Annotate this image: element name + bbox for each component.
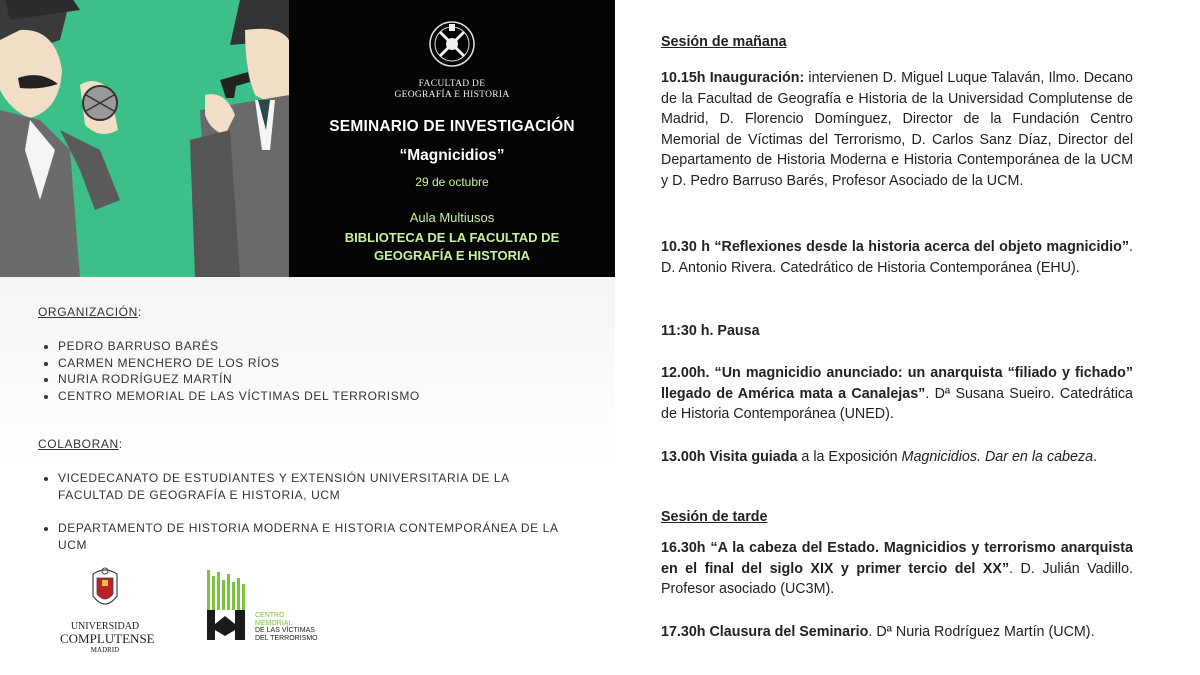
colaboran-list bbox=[38, 470, 578, 553]
colaboran-label: COLABORAN bbox=[38, 437, 119, 451]
memorial-line3: DE LAS VÍCTIMAS bbox=[255, 627, 315, 634]
memorial-line2: MEMORIAL bbox=[255, 619, 293, 627]
item-details: . D. Julián Vadillo. Profesor asociado (UC3M). bbox=[661, 560, 1133, 597]
program-item-pausa bbox=[661, 321, 1133, 342]
item-time-title: 16.30h “A la cabeza del Estado. Magnicidios y terrorismo anarquista en el final del siglo XIX y primer tercio del XX” bbox=[661, 540, 1133, 577]
program-item-visita bbox=[661, 447, 1133, 468]
list-item: • CARMEN MENCHERO DE LOS RÍOS bbox=[58, 355, 420, 372]
morning-session-heading: Sesión de mañana bbox=[661, 34, 787, 50]
seminar-room: Aula Multiusos bbox=[409, 210, 495, 225]
ucm-line2: COMPLUTENSE bbox=[60, 631, 155, 646]
colaboran-heading bbox=[38, 437, 123, 451]
ucm-logo bbox=[60, 566, 155, 655]
location-line2: GEOGRAFÍA E HISTORIA bbox=[373, 248, 530, 263]
organizacion-heading bbox=[38, 305, 142, 319]
memorial-bars-icon bbox=[205, 570, 253, 642]
organizacion-list bbox=[38, 338, 420, 404]
faculty-emblem-icon bbox=[424, 18, 480, 74]
item-time-title: 10.30 h “Reflexiones desde la historia acerca del objeto magnicidio” bbox=[661, 239, 1130, 255]
exhibition-title: Magnicidios. Dar en la cabeza bbox=[901, 449, 1094, 465]
ucm-line1: UNIVERSIDAD bbox=[70, 621, 140, 632]
memorial-name bbox=[255, 612, 318, 642]
faculty-name-line2: GEOGRAFÍA E HISTORIA bbox=[394, 90, 510, 100]
illustration bbox=[0, 0, 289, 277]
faculty-logo bbox=[289, 18, 615, 101]
memorial-line1: CENTRO bbox=[255, 612, 285, 619]
seminar-date: 29 de octubre bbox=[415, 175, 489, 189]
seminar-subtitle: “Magnicidios” bbox=[399, 147, 505, 164]
item-details: . Dª Susana Sueiro. Catedrática de Historia Contemporánea (UNED). bbox=[661, 385, 1133, 422]
list-item: • VICEDECANATO DE ESTUDIANTES Y EXTENSIÓN UNIVERSITARIA DE LA FACULTAD DE GEOGRAFÍA E HISTORIA, UCM bbox=[58, 470, 578, 503]
centro-memorial-logo bbox=[205, 570, 323, 642]
program-item-reflexiones bbox=[661, 237, 1133, 278]
organizacion-label: ORGANIZACIÓN bbox=[38, 305, 138, 319]
program-item-inauguracion bbox=[661, 68, 1133, 191]
item-details: . D. Antonio Rivera. Catedrático de Historia Contemporánea (EHU). bbox=[661, 239, 1133, 276]
program-item-canalejas bbox=[661, 363, 1133, 425]
seminar-banner bbox=[289, 0, 615, 277]
item-details: . Dª Nuria Rodríguez Martín (UCM). bbox=[868, 624, 1095, 640]
program-item-clausura bbox=[661, 622, 1133, 643]
program-item-cabeza-estado bbox=[661, 538, 1133, 600]
item-details: intervienen D. Miguel Luque Talaván, Ilmo. Decano de la Facultad de Geografía e Historia de la Universidad Complutense de Madrid, D. Florencio Domínguez, Director de la Fundación Centro Memorial de Víctimas del Terrorismo, D. Carlos Sanz Díaz, Director del Departamento de Historia Moderna e Historia Contemporánea de la UCM y D. Pedro Barruso Barés, Profesor Asociado de la UCM. bbox=[661, 70, 1133, 189]
colaboran-colon: : bbox=[118, 437, 123, 451]
location-line1: BIBLIOTECA DE LA FACULTAD DE bbox=[344, 230, 560, 245]
item-time-title: 13.00h Visita guiada bbox=[661, 449, 798, 465]
list-item: • DEPARTAMENTO DE HISTORIA MODERNA E HISTORIA CONTEMPORÁNEA DE LA UCM bbox=[58, 520, 578, 553]
item-time-title: 12.00h. “Un magnicidio anunciado: un anarquista “filiado y fichado” llegado de América mata a Canalejas” bbox=[661, 365, 1133, 402]
ucm-crest-icon bbox=[85, 566, 125, 616]
item-end: . bbox=[1093, 449, 1098, 465]
afternoon-session-heading: Sesión de tarde bbox=[661, 509, 768, 525]
item-time-title: 10.15h Inauguración: bbox=[661, 70, 805, 86]
seminar-title: SEMINARIO DE INVESTIGACIÓN bbox=[329, 118, 575, 135]
memorial-line4: DEL TERRORISMO bbox=[255, 634, 318, 642]
list-item: • NURIA RODRÍGUEZ MARTÍN bbox=[58, 371, 420, 388]
item-time-title: 17.30h Clausura del Seminario bbox=[661, 624, 869, 640]
list-item: • CENTRO MEMORIAL DE LAS VÍCTIMAS DEL TERRORISMO bbox=[58, 388, 420, 405]
item-time-title: 11:30 h. Pausa bbox=[661, 323, 760, 339]
organizacion-colon: : bbox=[137, 305, 142, 319]
list-item: • PEDRO BARRUSO BARÉS bbox=[58, 338, 420, 355]
item-details: a la Exposición bbox=[797, 449, 902, 465]
seminar-location bbox=[289, 229, 615, 265]
faculty-name-line1: FACULTAD DE bbox=[418, 79, 486, 89]
ucm-line3: MADRID bbox=[90, 646, 120, 654]
detectives-illustration bbox=[0, 0, 289, 277]
